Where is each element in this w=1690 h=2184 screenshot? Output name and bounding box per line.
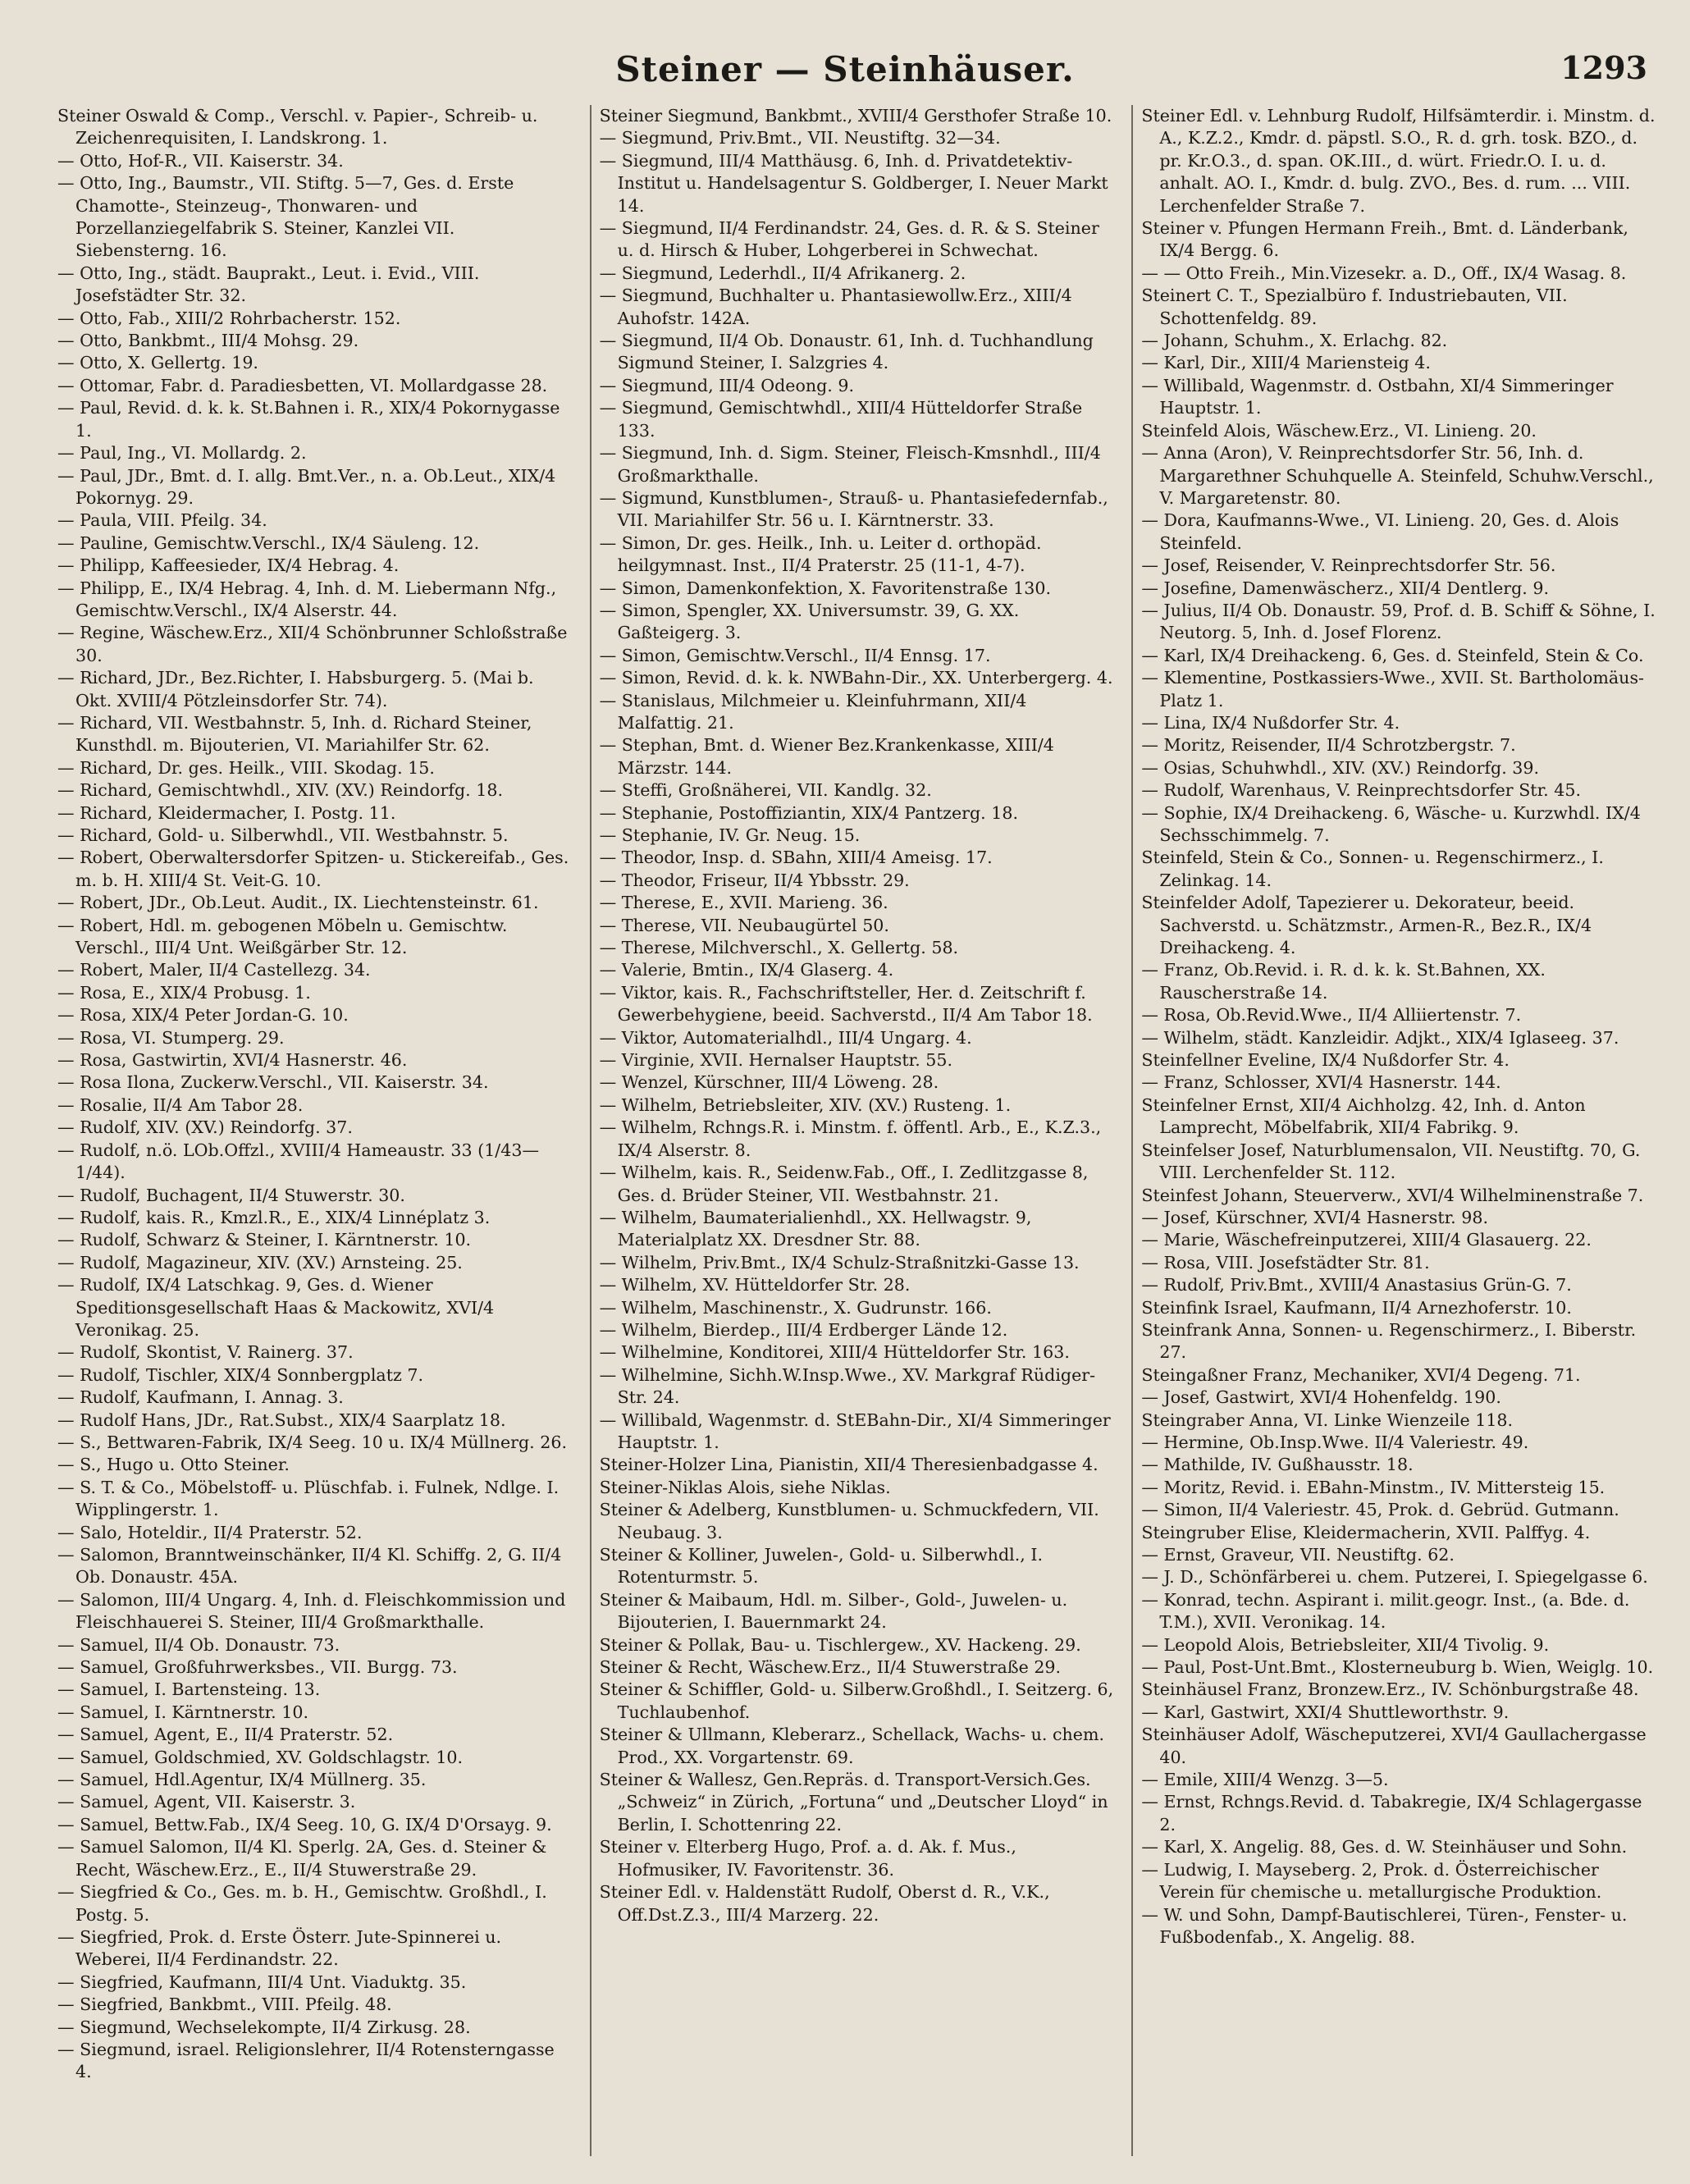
directory-entry: — Siegmund, israel. Religionslehrer, II/4 Rotensterngasse 4. [57, 2039, 555, 2082]
directory-entry: — Wilhelm, XV. Hütteldorfer Str. 28. [599, 1275, 911, 1295]
directory-entry: — Josefine, Damenwäscherz., XII/4 Dentlerg. 9. [1141, 578, 1550, 598]
directory-entry: — Paula, VIII. Pfeilg. 34. [57, 510, 267, 531]
directory-entry: — Josef, Kürschner, XVI/4 Hasnerstr. 98. [1141, 1207, 1489, 1227]
directory-entry: Steiner & Wallesz, Gen.Repräs. d. Transport-Versich.Ges. „Schweiz“ in Zürich, „Fortuna“ und „Deutscher Lloyd“ in Berlin, I. Schottenring 22. [599, 1770, 1108, 1834]
directory-entry: Steiner & Adelberg, Kunstblumen- u. Schmuckfedern, VII. Neubaug. 3. [599, 1500, 1099, 1542]
directory-entry: — Julius, II/4 Ob. Donaustr. 59, Prof. d. B. Schiff & Söhne, I. Neutorg. 5, Inh. d. Josef Florenz. [1141, 600, 1656, 643]
directory-entry: — Rudolf, IX/4 Latschkag. 9, Ges. d. Wiener Speditionsgesellschaft Haas & Mackowitz, XVI/4 Veronikag. 25. [57, 1275, 495, 1340]
directory-entry: Steinfelser Josef, Naturblumensalon, VII. Neustiftg. 70, G. VIII. Lerchenfelder St. 112. [1141, 1140, 1641, 1183]
page-header [0, 49, 1690, 107]
directory-entry: — Sigmund, Kunstblumen-, Strauß- u. Phantasiefedernfab., VII. Mariahilfer Str. 56 u. I. Kärntnerstr. 33. [599, 487, 1108, 531]
directory-entry: — Karl, IX/4 Dreihackeng. 6, Ges. d. Steinfeld, Stein & Co. [1141, 645, 1644, 665]
directory-entry: — Rudolf, Schwarz & Steiner, I. Kärntnerstr. 10. [57, 1230, 472, 1250]
directory-entry: — Ernst, Rchngs.Revid. d. Tabakregie, IX/4 Schlagergasse 2. [1141, 1792, 1642, 1834]
directory-entry: Steiner v. Elterberg Hugo, Prof. a. d. Ak. f. Mus., Hofmusiker, IV. Favoritenstr. 36. [599, 1837, 1016, 1880]
directory-entry: — Paul, Ing., VI. Mollardg. 2. [57, 443, 307, 464]
directory-entry: — Josef, Reisender, V. Reinprechtsdorfer Str. 56. [1141, 555, 1556, 576]
directory-entry: — W. und Sohn, Dampf-Bautischlerei, Türen-, Fenster- u. Fußbodenfab., X. Angelig. 88. [1141, 1904, 1628, 1947]
directory-entry: — Wilhelm, Baumaterialienhdl., XX. Hellwagstr. 9, Materialplatz XX. Dresdner Str. 88. [599, 1207, 1032, 1250]
directory-entry: — Otto, Bankbmt., III/4 Mohsg. 29. [57, 331, 359, 351]
directory-entry: Steinhäuser Adolf, Wäscheputzerei, XVI/4 Gaullachergasse 40. [1141, 1725, 1647, 1767]
directory-entry: — Stephanie, Postoffiziantin, XIX/4 Pantzerg. 18. [599, 802, 1019, 823]
directory-entry: — Karl, X. Angelig. 88, Ges. d. W. Steinhäuser und Sohn. [1141, 1837, 1628, 1857]
directory-entry: — Rudolf, Kaufmann, I. Annag. 3. [57, 1387, 344, 1408]
directory-entry: Steinfeld Alois, Wäschew.Erz., VI. Linieng. 20. [1141, 420, 1537, 441]
directory-entry: — Samuel, Goldschmied, XV. Goldschlagstr. 10. [57, 1747, 464, 1767]
directory-entry: Steiner & Ullmann, Kleberarz., Schellack, Wachs- u. chem. Prod., XX. Vorgartenstr. 69. [599, 1725, 1105, 1767]
directory-entry: Steiner & Recht, Wäschew.Erz., II/4 Stuwerstraße 29. [599, 1657, 1062, 1678]
directory-entry: Steiner & Kolliner, Juwelen-, Gold- u. Silberwhdl., I. Rotenturmstr. 5. [599, 1545, 1044, 1588]
directory-entry: — Rudolf, Priv.Bmt., XVIII/4 Anastasius Grün-G. 7. [1141, 1275, 1572, 1295]
directory-entry: — Siegfried, Kaufmann, III/4 Unt. Viaduktg. 35. [57, 1972, 467, 1992]
directory-entry: — Simon, Gemischtw.Verschl., II/4 Ennsg. 17. [599, 645, 991, 665]
directory-entry: — Richard, Kleidermacher, I. Postg. 11. [57, 802, 396, 823]
directory-entry: — — Otto Freih., Min.Vizesekr. a. D., Off., IX/4 Wasag. 8. [1141, 263, 1627, 283]
directory-entry: — Rosalie, II/4 Am Tabor 28. [57, 1094, 304, 1115]
directory-entry: — Emile, XIII/4 Wenzg. 3—5. [1141, 1770, 1389, 1790]
directory-entry: — Siegmund, Gemischtwhdl., XIII/4 Hütteldorfer Straße 133. [599, 398, 1083, 441]
directory-entry: — Rudolf, Tischler, XIX/4 Sonnbergplatz 7. [57, 1364, 424, 1385]
directory-entry: — Mathilde, IV. Gußhausstr. 18. [1141, 1455, 1414, 1475]
directory-entry: — Karl, Gastwirt, XXI/4 Shuttleworthstr. 9. [1141, 1702, 1510, 1722]
directory-entry: — Sophie, IX/4 Dreihackeng. 6, Wäsche- u. Kurzwhdl. IX/4 Sechsschimmelg. 7. [1141, 802, 1641, 845]
directory-entry: — Siegmund, III/4 Odeong. 9. [599, 375, 855, 395]
directory-entry: — S., Bettwaren-Fabrik, IX/4 Seeg. 10 u. IX/4 Müllnerg. 26. [57, 1432, 568, 1452]
running-title: Steiner — Steinhäuser. [615, 49, 1075, 89]
directory-entry: — Simon, Revid. d. k. k. NWBahn-Dir., XX. Unterbergerg. 4. [599, 668, 1113, 688]
directory-entry: — Wilhelm, kais. R., Seidenw.Fab., Off., I. Zedlitzgasse 8, Ges. d. Brüder Steiner, VII. Westbahnstr. 21. [599, 1163, 1089, 1205]
directory-entry: — Siegfried & Co., Ges. m. b. H., Gemischtw. Großhdl., I. Postg. 5. [57, 1882, 547, 1925]
directory-entry: Steinfrank Anna, Sonnen- u. Regenschirmerz., I. Biberstr. 27. [1141, 1319, 1637, 1363]
directory-entry: — Therese, E., XVII. Marieng. 36. [599, 893, 888, 913]
directory-entry: — Ottomar, Fabr. d. Paradiesbetten, VI. Mollardgasse 28. [57, 375, 548, 395]
directory-entry: — Samuel, Großfuhrwerksbes., VII. Burgg. 73. [57, 1657, 458, 1678]
directory-entry: — Johann, Schuhm., X. Erlachg. 82. [1141, 331, 1448, 351]
directory-entry: — Simon, Spengler, XX. Universumstr. 39, G. XX. Gaßteigerg. 3. [599, 600, 1020, 643]
directory-entry: Steiner Siegmund, Bankbmt., XVIII/4 Gersthofer Straße 10. [599, 106, 1112, 126]
directory-entry: Steinfink Israel, Kaufmann, II/4 Arnezhoferstr. 10. [1141, 1297, 1572, 1318]
directory-entry: — Rosa, XIX/4 Peter Jordan-G. 10. [57, 1005, 349, 1026]
directory-entry: Steinfest Johann, Steuerverw., XVI/4 Wilhelminenstraße 7. [1141, 1185, 1644, 1205]
directory-entry: — Rosa, Gastwirtin, XVI/4 Hasnerstr. 46. [57, 1050, 408, 1071]
directory-entry: — Wenzel, Kürschner, III/4 Löweng. 28. [599, 1072, 939, 1093]
directory-entry: — Rudolf, XIV. (XV.) Reindorfg. 37. [57, 1117, 353, 1138]
directory-entry: Steingruber Elise, Kleidermacherin, XVII. Palffyg. 4. [1141, 1522, 1591, 1542]
directory-entry: — Siegmund, Lederhdl., II/4 Afrikanerg. 2. [599, 263, 966, 283]
directory-entry: — Osias, Schuhwhdl., XIV. (XV.) Reindorfg. 39. [1141, 757, 1540, 778]
directory-entry: — Moritz, Revid. i. EBahn-Minstm., IV. Mittersteig 15. [1141, 1477, 1606, 1497]
directory-entry: — Otto, Fab., XIII/2 Rohrbacherstr. 152. [57, 308, 401, 328]
directory-entry: — Philipp, E., IX/4 Hebrag. 4, Inh. d. M. Liebermann Nfg., Gemischtw.Verschl., IX/4 Alserstr. 44. [57, 578, 557, 620]
directory-entry: — Therese, VII. Neubaugürtel 50. [599, 915, 889, 935]
page-number: 1293 [1560, 49, 1647, 86]
directory-entry: — Samuel, I. Bartensteing. 13. [57, 1679, 321, 1700]
directory-entry: — Konrad, techn. Aspirant i. milit.geogr. Inst., (a. Bde. d. T.M.), XVII. Veronikag. 14. [1141, 1589, 1630, 1633]
directory-entry: — Paul, JDr., Bmt. d. I. allg. Bmt.Ver., n. a. Ob.Leut., XIX/4 Pokornyg. 29. [57, 465, 556, 508]
directory-entry: — Wilhelm, Betriebsleiter, XIV. (XV.) Rusteng. 1. [599, 1094, 1012, 1115]
directory-entry: — Rosa Ilona, Zuckerw.Verschl., VII. Kaiserstr. 34. [57, 1072, 489, 1093]
directory-entry: — Viktor, Automaterialhdl., III/4 Ungarg. 4. [599, 1027, 972, 1048]
directory-entry: — Robert, Maler, II/4 Castellezg. 34. [57, 960, 371, 980]
directory-entry: — Rudolf, Warenhaus, V. Reinprechtsdorfer Str. 45. [1141, 780, 1582, 801]
directory-entry: — Otto, Ing., städt. Bauprakt., Leut. i. Evid., VIII. Josefstädter Str. 32. [57, 263, 480, 306]
directory-entry: — Wilhelm, Priv.Bmt., IX/4 Schulz-Straßnitzki-Gasse 13. [599, 1252, 1080, 1272]
directory-entry: — Richard, Gemischtwhdl., XIV. (XV.) Reindorfg. 18. [57, 780, 503, 801]
directory-entry: Steinfelder Adolf, Tapezierer u. Dekorateur, beeid. Sachverstd. u. Schätzmstr., Armen-R., Bez.R., IX/4 Dreihackeng. 4. [1141, 893, 1592, 958]
directory-entry: — Rudolf, n.ö. LOb.Offzl., XVIII/4 Hameaustr. 33 (1/43—1/44). [57, 1140, 540, 1183]
directory-entry: — Philipp, Kaffeesieder, IX/4 Hebrag. 4. [57, 555, 400, 576]
directory-entry: Steinhäusel Franz, Bronzew.Erz., IV. Schönburgstraße 48. [1141, 1679, 1639, 1700]
directory-entry: Steiner & Pollak, Bau- u. Tischlergew., XV. Hackeng. 29. [599, 1634, 1081, 1655]
directory-entry: — Willibald, Wagenmstr. d. Ostbahn, XI/4 Simmeringer Hauptstr. 1. [1141, 375, 1614, 418]
directory-entry: — Wilhelm, Maschinenstr., X. Gudrunstr. 166. [599, 1297, 992, 1318]
directory-entry: — Rosa, Ob.Revid.Wwe., II/4 Alliiertenstr. 7. [1141, 1005, 1522, 1026]
directory-entry: — Theodor, Friseur, II/4 Ybbsstr. 29. [599, 870, 910, 890]
directory-columns [57, 105, 1657, 2156]
directory-entry: — Wilhelmine, Konditorei, XIII/4 Hütteldorfer Str. 163. [599, 1342, 1070, 1363]
directory-entry: — Siegmund, II/4 Ferdinandstr. 24, Ges. d. R. & S. Steiner u. d. Hirsch & Huber, Lohgerberei in Schwechat. [599, 218, 1099, 261]
directory-entry: — J. D., Schönfärberei u. chem. Putzerei, I. Spiegelgasse 6. [1141, 1567, 1648, 1588]
column-1 [57, 105, 573, 2156]
directory-entry: — Lina, IX/4 Nußdorfer Str. 4. [1141, 712, 1400, 733]
directory-entry: — Samuel, Agent, VII. Kaiserstr. 3. [57, 1792, 356, 1812]
directory-entry: — Rosa, VIII. Josefstädter Str. 81. [1141, 1252, 1430, 1272]
directory-entry: — Theodor, Insp. d. SBahn, XIII/4 Ameisg. 17. [599, 848, 993, 868]
directory-entry: — Wilhelmine, Sichh.W.Insp.Wwe., XV. Markgraf Rüdiger-Str. 24. [599, 1364, 1096, 1408]
directory-entry: — Ernst, Graveur, VII. Neustiftg. 62. [1141, 1545, 1455, 1565]
directory-entry: — Therese, Milchverschl., X. Gellertg. 58. [599, 938, 959, 958]
directory-entry: — Richard, Dr. ges. Heilk., VIII. Skodag. 15. [57, 757, 435, 778]
directory-entry: — Rudolf, Magazineur, XIV. (XV.) Arnsteing. 25. [57, 1252, 463, 1272]
directory-entry: — Simon, Damenkonfektion, X. Favoritenstraße 130. [599, 578, 1052, 598]
directory-entry: — Franz, Schlosser, XVI/4 Hasnerstr. 144. [1141, 1072, 1501, 1093]
column-2 [590, 105, 1116, 2156]
directory-entry: — Otto, Ing., Baumstr., VII. Stiftg. 5—7, Ges. d. Erste Chamotte-, Steinzeug-, Thonwaren- und Porzellanziegelfabrik S. Steiner, Kanzlei VII. Siebensterng. 16. [57, 173, 514, 261]
directory-entry: — Rosa, E., XIX/4 Probusg. 1. [57, 982, 311, 1003]
directory-entry: — Wilhelm, Rchngs.R. i. Minstm. f. öffentl. Arb., E., K.Z.3., IX/4 Alserstr. 8. [599, 1117, 1102, 1160]
directory-entry: Steinfellner Eveline, IX/4 Nußdorfer Str. 4. [1141, 1050, 1510, 1071]
directory-entry: Steinfelner Ernst, XII/4 Aichholzg. 42, Inh. d. Anton Lamprecht, Möbelfabrik, XII/4 Fabrikg. 9. [1141, 1094, 1586, 1138]
directory-entry: — Leopold Alois, Betriebsleiter, XII/4 Tivolig. 9. [1141, 1634, 1550, 1655]
directory-entry: — Hermine, Ob.Insp.Wwe. II/4 Valeriestr. 49. [1141, 1432, 1529, 1452]
directory-entry: — Robert, JDr., Ob.Leut. Audit., IX. Liechtensteinstr. 61. [57, 893, 539, 913]
directory-entry: — Siegfried, Bankbmt., VIII. Pfeilg. 48. [57, 1994, 392, 2015]
directory-entry: — Ludwig, I. Mayseberg. 2, Prok. d. Österreichischer Verein für chemische u. metallurgische Produktion. [1141, 1859, 1602, 1903]
directory-entry: — Salomon, Branntweinschänker, II/4 Kl. Schiffg. 2, G. II/4 Ob. Donaustr. 45A. [57, 1545, 562, 1588]
directory-entry: — Samuel, Bettw.Fab., IX/4 Seeg. 10, G. IX/4 D'Orsayg. 9. [57, 1814, 552, 1834]
directory-entry: — Stephan, Bmt. d. Wiener Bez.Krankenkasse, XIII/4 Märzstr. 144. [599, 735, 1054, 778]
directory-entry: — Josef, Gastwirt, XVI/4 Hohenfeldg. 190. [1141, 1387, 1501, 1408]
directory-entry: Steinert C. T., Spezialbüro f. Industriebauten, VII. Schottenfeldg. 89. [1141, 286, 1568, 328]
directory-entry: Steiner v. Pfungen Hermann Freih., Bmt. d. Länderbank, IX/4 Bergg. 6. [1141, 218, 1628, 261]
directory-entry: — Rudolf, Skontist, V. Rainerg. 37. [57, 1342, 354, 1363]
directory-entry: Steiner & Maibaum, Hdl. m. Silber-, Gold-, Juwelen- u. Bijouterien, I. Bauernmarkt 24. [599, 1589, 1068, 1633]
directory-entry: — Simon, Dr. ges. Heilk., Inh. u. Leiter d. orthopäd. heilgymnast. Inst., II/4 Praterstr. 25 (11-1, 4-7). [599, 532, 1042, 576]
directory-entry: — Stephanie, IV. Gr. Neug. 15. [599, 825, 861, 845]
directory-entry: — Salomon, III/4 Ungarg. 4, Inh. d. Fleischkommission und Fleischhauerei S. Steiner, III/4 Großmarkthalle. [57, 1589, 566, 1633]
directory-entry: — Paul, Post-Unt.Bmt., Klosterneuburg b. Wien, Weiglg. 10. [1141, 1657, 1654, 1678]
directory-entry: — Virginie, XVII. Hernalser Hauptstr. 55. [599, 1050, 953, 1071]
directory-entry: — Wilhelm, städt. Kanzleidir. Adjkt., XIX/4 Iglaseeg. 37. [1141, 1027, 1619, 1048]
directory-entry: Steiner Oswald & Comp., Verschl. v. Papier-, Schreib- u. Zeichenrequisiten, I. Landskrong. 1. [57, 106, 538, 148]
directory-entry: Steiner Edl. v. Lehnburg Rudolf, Hilfsämterdir. i. Minstm. d. A., K.Z.2., Kmdr. d. päpstl. S.O., R. d. grh. tosk. BZO., d. pr. Kr.O.3., d. span. OK.III., d. würt. Friedr.O. I. u. d. anhalt. AO. I., Kmdr. d. bulg. ZVO., Bes. d. rum. ... VIII. Lerchenfelder Straße 7. [1141, 106, 1656, 216]
directory-entry: — Salo, Hoteldir., II/4 Praterstr. 52. [57, 1522, 363, 1542]
directory-entry: — Siegfried, Prok. d. Erste Österr. Jute-Spinnerei u. Weberei, II/4 Ferdinandstr. 22. [57, 1926, 502, 1970]
directory-entry: — Anna (Aron), V. Reinprechtsdorfer Str. 56, Inh. d. Margarethner Schuhquelle A. Steinfeld, Schuhw.Verschl., V. Margaretenstr. 80. [1141, 443, 1654, 508]
directory-entry: — Klementine, Postkassiers-Wwe., XVII. St. Bartholomäus-Platz 1. [1141, 668, 1644, 710]
directory-entry: Steiner-Niklas Alois, siehe Niklas. [599, 1477, 891, 1497]
directory-entry: — Siegmund, Buchhalter u. Phantasiewollw.Erz., XIII/4 Auhofstr. 142A. [599, 286, 1072, 328]
directory-entry: — Siegmund, Priv.Bmt., VII. Neustiftg. 32—34. [599, 128, 1001, 148]
directory-entry: Steinfeld, Stein & Co., Sonnen- u. Regenschirmerz., I. Zelinkag. 14. [1141, 848, 1604, 890]
directory-entry: — Samuel, Hdl.Agentur, IX/4 Müllnerg. 35. [57, 1770, 427, 1790]
directory-entry: — Rudolf Hans, JDr., Rat.Subst., XIX/4 Saarplatz 18. [57, 1410, 506, 1430]
directory-entry: — Siegmund, Inh. d. Sigm. Steiner, Fleisch-Kmsnhdl., III/4 Großmarkthalle. [599, 443, 1101, 486]
directory-entry: — Richard, JDr., Bez.Richter, I. Habsburgerg. 5. (Mai b. Okt. XVIII/4 Pötzleinsdorfer Str. 74). [57, 668, 534, 710]
directory-entry: — Rosa, VI. Stumperg. 29. [57, 1027, 285, 1048]
directory-entry: Steiner & Schiffler, Gold- u. Silberw.Großhdl., I. Seitzerg. 6, Tuchlaubenhof. [599, 1679, 1114, 1722]
directory-entry: — Regine, Wäschew.Erz., XII/4 Schönbrunner Schloßstraße 30. [57, 623, 568, 665]
directory-entry: — Robert, Hdl. m. gebogenen Möbeln u. Gemischtw. Verschl., III/4 Unt. Weißgärber Str. 12. [57, 915, 508, 958]
directory-entry: — Willibald, Wagenmstr. d. StEBahn-Dir., XI/4 Simmeringer Hauptstr. 1. [599, 1410, 1111, 1452]
directory-entry: — Paul, Revid. d. k. k. St.Bahnen i. R., XIX/4 Pokornygasse 1. [57, 398, 560, 441]
directory-entry: — S. T. & Co., Möbelstoff- u. Plüschfab. i. Fulnek, Ndlge. I. Wipplingerstr. 1. [57, 1477, 560, 1520]
directory-entry: — Valerie, Bmtin., IX/4 Glaserg. 4. [599, 960, 894, 980]
directory-entry: — Samuel, I. Kärntnerstr. 10. [57, 1702, 309, 1722]
directory-entry: — Otto, X. Gellertg. 19. [57, 353, 258, 373]
directory-entry: — Rudolf, kais. R., Kmzl.R., E., XIX/4 Linnéplatz 3. [57, 1207, 491, 1227]
directory-entry: — Samuel, Agent, E., II/4 Praterstr. 52. [57, 1725, 394, 1745]
directory-entry: Steiner Edl. v. Haldenstätt Rudolf, Oberst d. R., V.K., Off.Dst.Z.3., III/4 Marzerg. 22. [599, 1882, 1050, 1925]
directory-entry: — Stanislaus, Milchmeier u. Kleinfuhrmann, XII/4 Malfattig. 21. [599, 690, 1027, 733]
directory-entry: — Siegmund, Wechselekompte, II/4 Zirkusg. 28. [57, 2017, 471, 2037]
directory-entry: — Samuel Salomon, II/4 Kl. Sperlg. 2A, Ges. d. Steiner & Recht, Wäschew.Erz., E., II/4 Stuwerstraße 29. [57, 1837, 547, 1880]
directory-entry: Steingraber Anna, VI. Linke Wienzeile 118. [1141, 1410, 1514, 1430]
directory-entry: — Siegmund, III/4 Matthäusg. 6, Inh. d. Privatdetektiv-Institut u. Handelsagentur S. Goldberger, I. Neuer Markt 14. [599, 150, 1108, 216]
directory-entry: — Richard, VII. Westbahnstr. 5, Inh. d. Richard Steiner, Kunsthdl. m. Bijouterien, VI. Mariahilfer Str. 62. [57, 712, 532, 756]
directory-entry: — Siegmund, II/4 Ob. Donaustr. 61, Inh. d. Tuchhandlung Sigmund Steiner, I. Salzgries 4. [599, 331, 1094, 373]
directory-entry: — Samuel, II/4 Ob. Donaustr. 73. [57, 1634, 340, 1655]
directory-entry: — Viktor, kais. R., Fachschriftsteller, Her. d. Zeitschrift f. Gewerbehygiene, beeid. Sachverstd., II/4 Am Tabor 18. [599, 982, 1093, 1026]
directory-entry: — Karl, Dir., XIII/4 Mariensteig 4. [1141, 353, 1431, 373]
directory-entry: — Marie, Wäschefreinputzerei, XIII/4 Glasauerg. 22. [1141, 1230, 1592, 1250]
directory-entry: — Robert, Oberwaltersdorfer Spitzen- u. Stickereifab., Ges. m. b. H. XIII/4 St. Veit-G. 10. [57, 848, 569, 890]
directory-entry: — Rudolf, Buchagent, II/4 Stuwerstr. 30. [57, 1185, 405, 1205]
column-3 [1131, 105, 1657, 2156]
directory-entry: Steingaßner Franz, Mechaniker, XVI/4 Degeng. 71. [1141, 1364, 1581, 1385]
directory-entry: — Richard, Gold- u. Silberwhdl., VII. Westbahnstr. 5. [57, 825, 509, 845]
directory-entry: — Dora, Kaufmanns-Wwe., VI. Linieng. 20, Ges. d. Alois Steinfeld. [1141, 510, 1619, 553]
directory-entry: — Simon, II/4 Valeriestr. 45, Prok. d. Gebrüd. Gutmann. [1141, 1500, 1619, 1520]
directory-entry: — Wilhelm, Bierdep., III/4 Erdberger Lände 12. [599, 1319, 1008, 1340]
directory-entry: — Otto, Hof-R., VII. Kaiserstr. 34. [57, 150, 344, 171]
directory-entry: — S., Hugo u. Otto Steiner. [57, 1455, 290, 1475]
directory-entry: — Steffi, Großnäherei, VII. Kandlg. 32. [599, 780, 932, 801]
directory-entry: — Franz, Ob.Revid. i. R. d. k. k. St.Bahnen, XX. Rauscherstraße 14. [1141, 960, 1546, 1003]
directory-entry: — Moritz, Reisender, II/4 Schrotzbergstr. 7. [1141, 735, 1516, 756]
directory-entry: — Pauline, Gemischtw.Verschl., IX/4 Säuleng. 12. [57, 532, 480, 553]
directory-entry: Steiner-Holzer Lina, Pianistin, XII/4 Theresienbadgasse 4. [599, 1455, 1098, 1475]
